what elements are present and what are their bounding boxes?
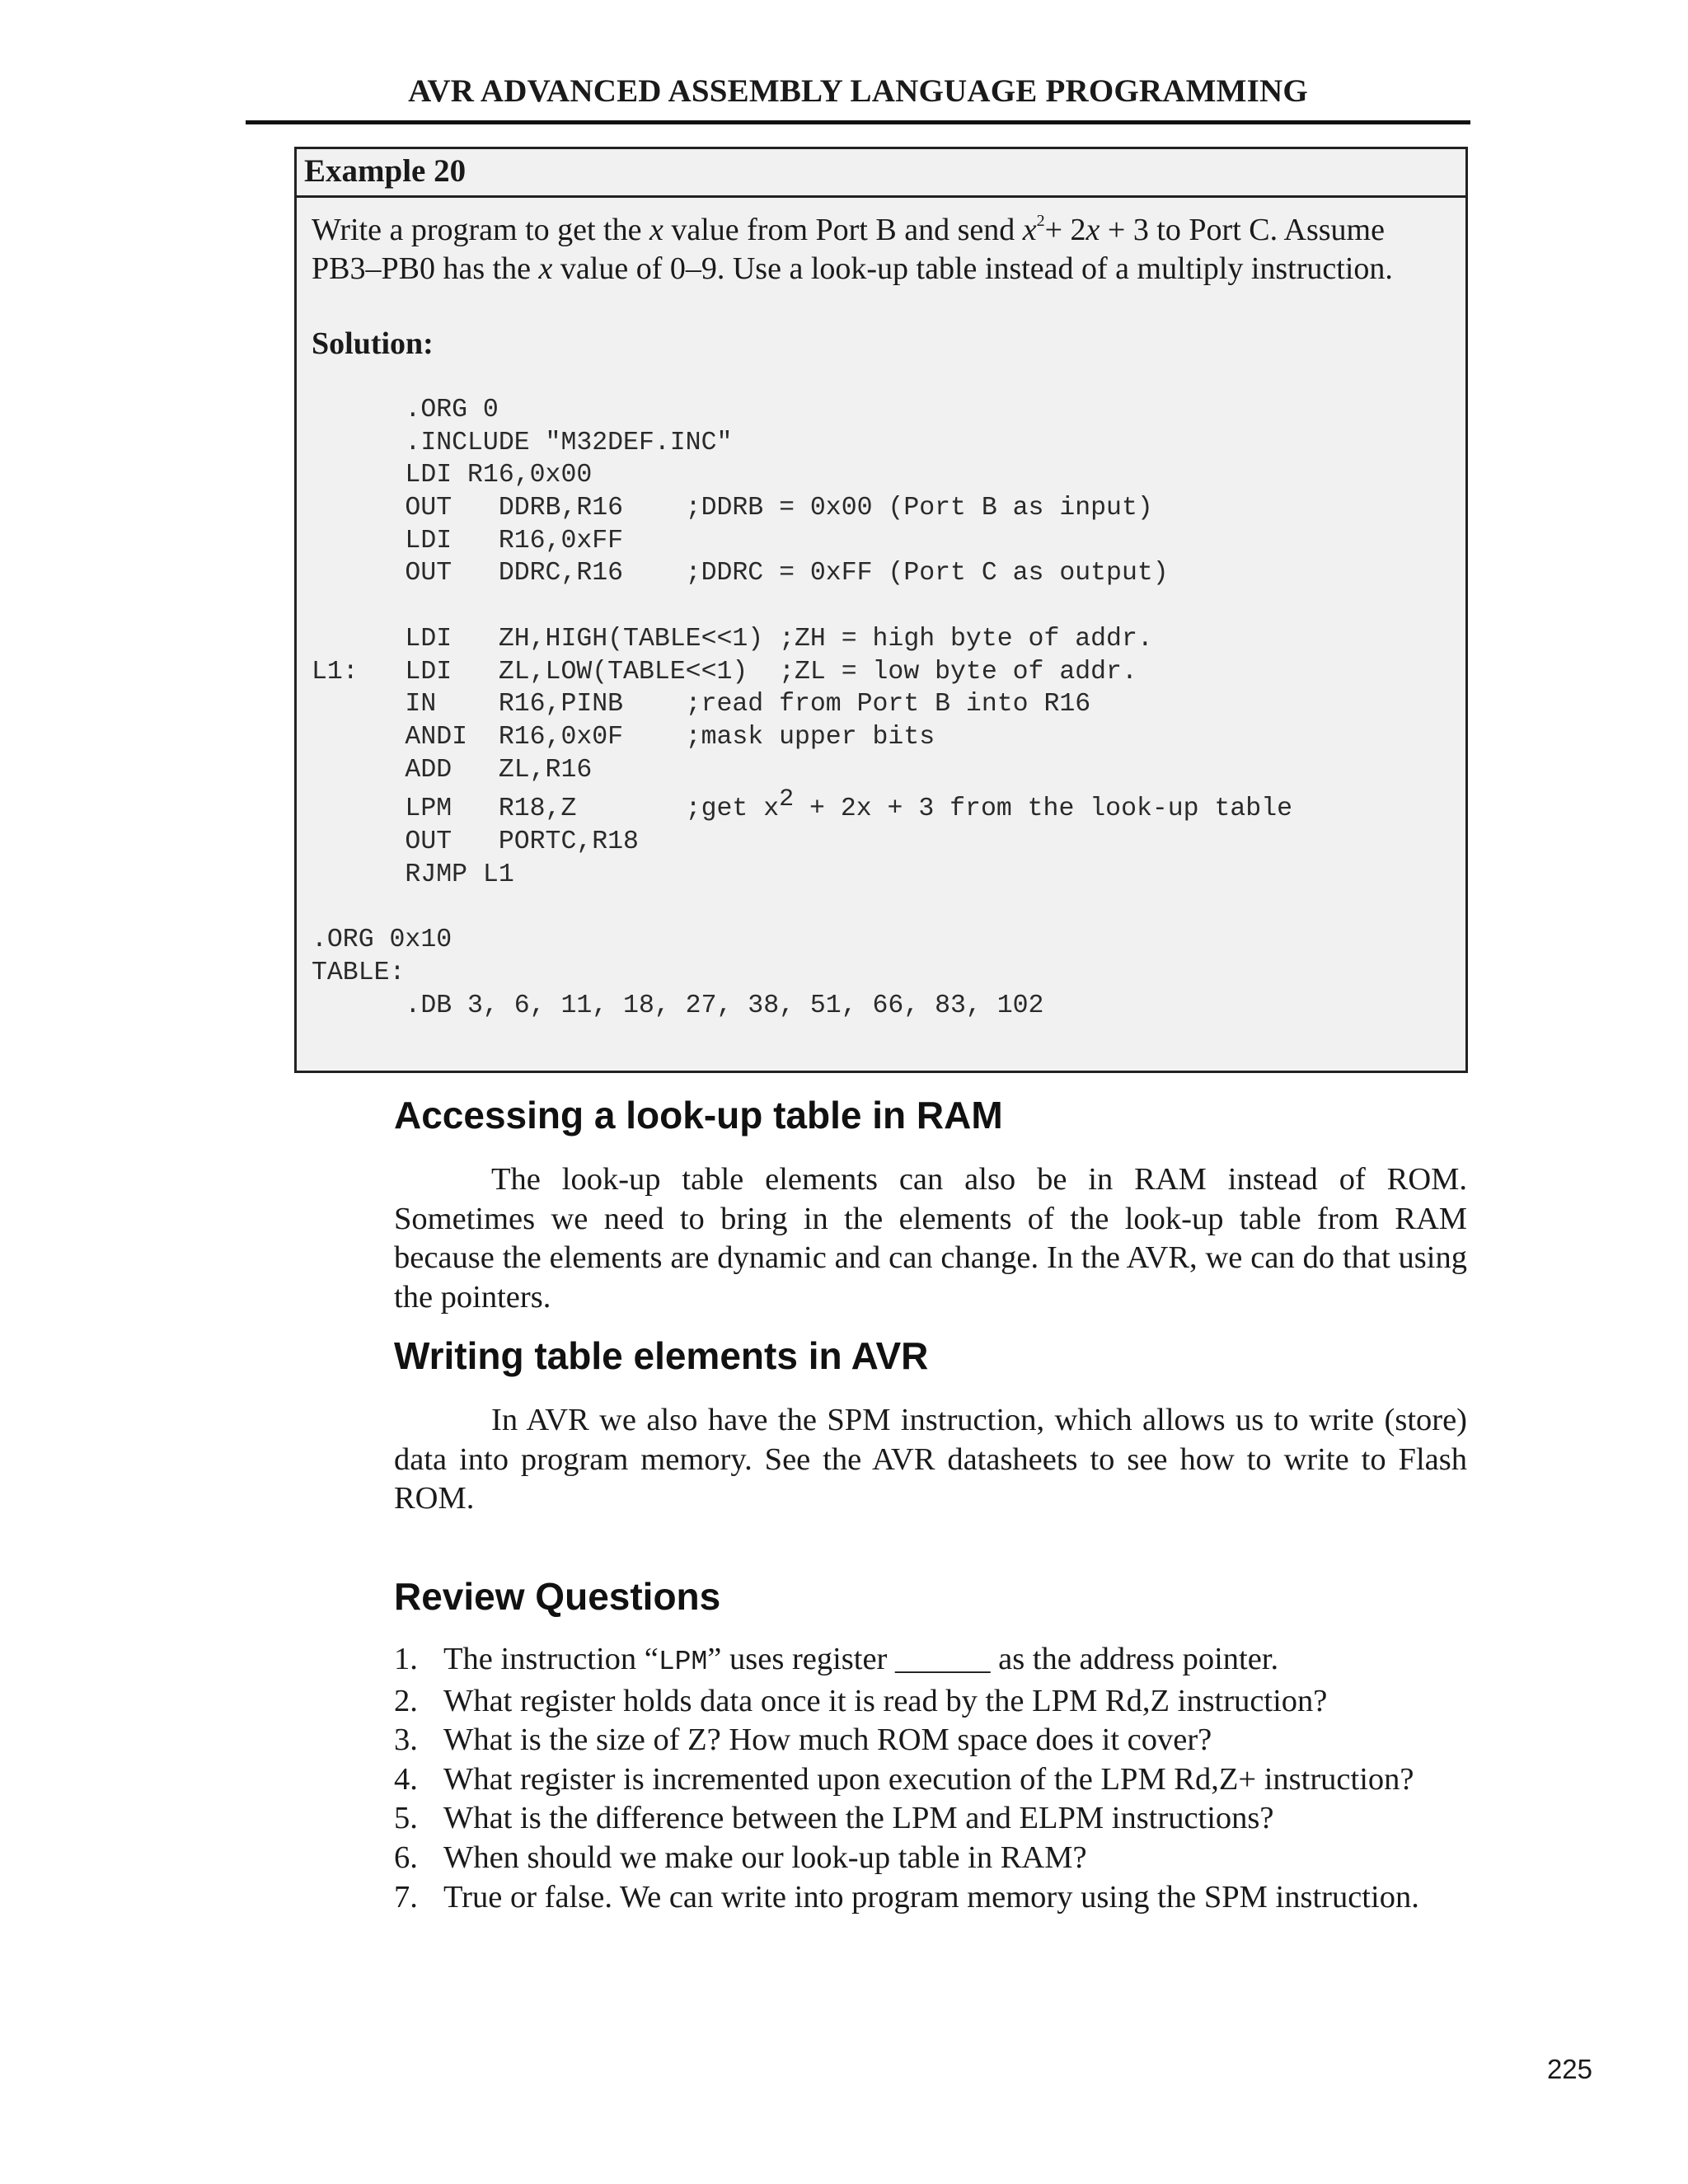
code-line: ANDI R16,0x0F ;mask upper bits	[312, 722, 935, 752]
solution-label: Solution:	[312, 326, 434, 361]
review-question: 3. What is the size of Z? How much ROM space does it cover?	[394, 1722, 1212, 1758]
review-heading: Review Questions	[394, 1575, 721, 1618]
example-title: Example 20	[297, 149, 1465, 198]
page-number: 225	[1546, 2054, 1592, 2084]
code-line: ADD ZL,R16	[312, 755, 593, 785]
code-line: .INCLUDE "M32DEF.INC"	[312, 428, 733, 457]
review-question: 2. What register holds data once it is read by the LPM Rd,Z instruction?	[394, 1683, 1328, 1718]
example-box	[294, 147, 1468, 1073]
review-question: 6. When should we make our look-up table in RAM?	[394, 1840, 1087, 1875]
review-questions-list	[394, 1640, 1419, 1917]
header-rule	[246, 120, 1470, 124]
section-body-write: In AVR we also have the SPM instruction, which allows us to write (store) data into program memory. See the AVR datasheets to see how to write to Flash ROM.	[394, 1403, 1467, 1516]
code-line: OUT DDRB,R16 ;DDRB = 0x00 (Port B as input)	[312, 494, 1153, 523]
running-head: AVR ADVANCED ASSEMBLY LANGUAGE PROGRAMMING	[408, 73, 1308, 109]
code-line	[312, 590, 1292, 623]
section-heading-ram: Accessing a look-up table in RAM	[394, 1094, 1003, 1137]
code-line-lpm: LPM R18,Z ;get $x^2 + 2x + 3$ from the look-up table	[312, 785, 1293, 824]
code-line: TABLE:	[312, 958, 406, 987]
example-body	[297, 211, 1465, 363]
review-question: 5. What is the difference between the LPM and ELPM instructions?	[394, 1801, 1274, 1836]
code-line: L1: LDI ZL,LOW(TABLE<<1) ;ZL = low byte of addr.	[312, 657, 1137, 687]
section-heading-write: Writing table elements in AVR	[394, 1334, 929, 1377]
problem-statement: Write a program to get the x value from Port B and send $x^2+ 2x + 3$ to Port C. Assume PB3–PB0 has the x value of 0–9. Use a look-up table instead of a multiply instruction.	[312, 212, 1393, 286]
code-line: LDI ZH,HIGH(TABLE<<1) ;ZH = high byte of addr.	[312, 624, 1153, 654]
code-line: OUT DDRC,R16 ;DDRC = 0xFF (Port C as output)	[312, 559, 1169, 588]
code-line: .ORG 0	[312, 396, 499, 424]
code-line: LDI R16,0x00	[312, 461, 593, 490]
code-line: IN R16,PINB ;read from Port B into R16	[312, 690, 1091, 719]
code-line: .ORG 0x10	[312, 926, 452, 955]
review-question: 4. What register is incremented upon execution of the LPM Rd,Z+ instruction?	[394, 1761, 1414, 1797]
code-line	[312, 892, 1292, 925]
code-line: .DB 3, 6, 11, 18, 27, 38, 51, 66, 83, 102	[312, 991, 1044, 1020]
review-question: 7. True or false. We can write into program memory using the SPM instruction.	[394, 1879, 1419, 1915]
section-body-ram: The look-up table elements can also be in RAM instead of ROM. Sometimes we need to bring in the elements of the look-up table from RAM because the elements are dynamic and can change. In the AVR, we can do that using the pointers.	[394, 1162, 1467, 1315]
code-line: LDI R16,0xFF	[312, 526, 624, 555]
review-question: 1. The instruction “LPM” uses register ______ as the address pointer.	[394, 1642, 1279, 1677]
code-line: RJMP L1	[312, 860, 514, 889]
code-listing	[312, 394, 1292, 1022]
code-line: OUT PORTC,R18	[312, 827, 639, 857]
